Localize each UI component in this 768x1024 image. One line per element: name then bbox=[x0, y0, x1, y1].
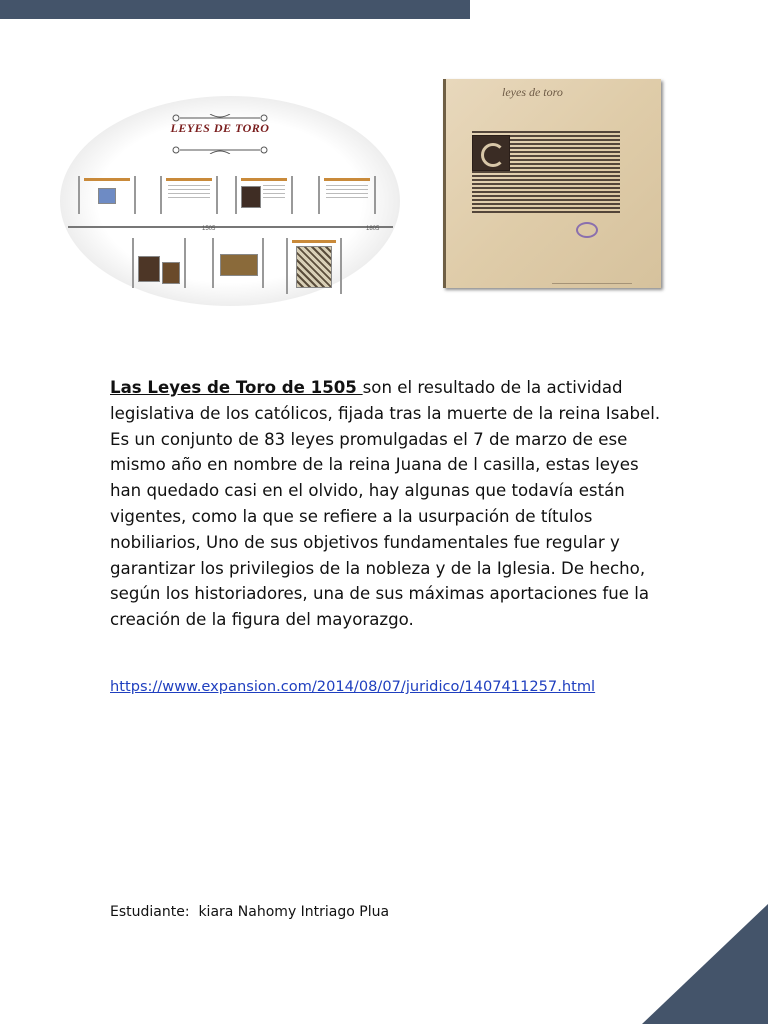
header-accent-bar bbox=[0, 0, 470, 19]
timeline-card bbox=[318, 176, 376, 214]
timeline-title: LEYES DE TORO bbox=[170, 121, 270, 135]
article-lead: Las Leyes de Toro de 1505 bbox=[110, 378, 363, 397]
timeline-year-start: 1505 bbox=[202, 226, 216, 232]
corner-accent-triangle bbox=[642, 904, 768, 1024]
timeline-year-end: 1805 bbox=[366, 226, 380, 232]
timeline-axis bbox=[68, 226, 393, 228]
article-body: son el resultado de la actividad legislativa de los católicos, fijada tras la muerte de la reina Isabel. Es un conjunto de 83 leyes promulgadas el 7 de marzo de ese mismo año en nombre de la reina Juana de l casilla, estas leyes han quedado casi en el olvido, hay algunas que todavía están vigentes, como la que se refiere a la usurpación de títulos nobiliarios, Uno de sus objetivos fundamentales fue regular y garantizar los privilegios de la nobleza y de la Iglesia. De hecho, según los historiadores, una de sus máximas aportaciones fue la creación de la figura del mayorazgo. bbox=[110, 378, 661, 630]
timeline-card bbox=[78, 176, 136, 214]
timeline-image bbox=[60, 96, 400, 306]
timeline-card bbox=[235, 176, 293, 214]
article-paragraph bbox=[110, 375, 670, 633]
timeline-card bbox=[212, 238, 264, 288]
timeline-card bbox=[286, 238, 342, 294]
manuscript-image bbox=[443, 79, 661, 288]
manuscript-handwritten-title: leyes de toro bbox=[502, 85, 563, 99]
illuminated-initial-icon bbox=[472, 135, 510, 171]
student-name: Estudiante: kiara Nahomy Intriago Plua bbox=[110, 904, 390, 920]
source-link[interactable]: https://www.expansion.com/2014/08/07/juridico/1407411257.html bbox=[110, 678, 596, 695]
library-stamp-icon bbox=[576, 222, 598, 238]
timeline-card bbox=[132, 238, 186, 288]
timeline-card bbox=[160, 176, 218, 214]
manuscript-footer-mark bbox=[552, 283, 632, 284]
